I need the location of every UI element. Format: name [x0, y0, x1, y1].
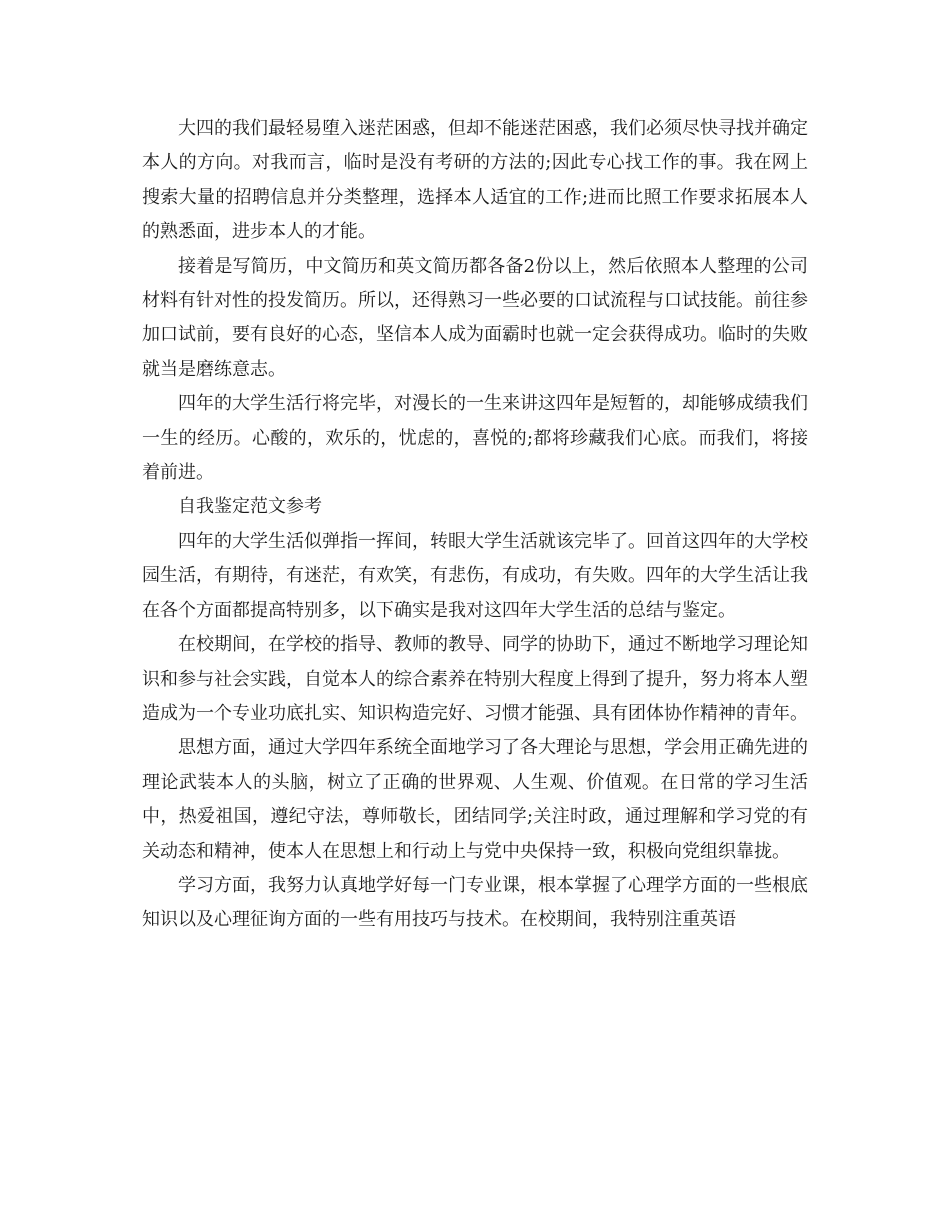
- paragraph-resume: 接着是写简历，中文简历和英文简历都各备2份以上，然后依照本人整理的公司材料有针对性的投发简历。所以，还得熟习一些必要的口试流程与口试技能。前往参加口试前，要有良好的心态，坚信本人成为面霸时也就一定会获得成功。临时的失败就当是磨练意志。: [142, 255, 808, 380]
- section-heading: 自我鉴定范文参考: [178, 496, 322, 518]
- document-page: [142, 112, 808, 938]
- paragraph-four-years: 四年的大学生活行将完毕，对漫长的一生来讲这四年是短暂的，却能够成绩我们一生的经历。心酸的，欢乐的，忧虑的，喜悦的;都将珍藏我们心底。而我们，将接着前进。: [142, 393, 808, 484]
- paragraph-job-search: 大四的我们最轻易堕入迷茫困惑，但却不能迷茫困惑，我们必须尽快寻找并确定本人的方向。对我而言，临时是没有考研的方法的;因此专心找工作的事。我在网上搜索大量的招聘信息并分类整理，选择本人适宜的工作;进而比照工作要求拓展本人的熟悉面，进步本人的才能。: [142, 118, 808, 243]
- paragraph-school-period: 在校期间，在学校的指导、教师的教导、同学的协助下，通过不断地学习理论知识和参与社会实践，自觉本人的综合素养在特别大程度上得到了提升，努力将本人塑造成为一个专业功底扎实、知识构造完好、习惯才能强、具有团体协作精神的青年。: [142, 634, 808, 724]
- paragraph-college-life: 四年的大学生活似弹指一挥间，转眼大学生活就该完毕了。回首这四年的大学校园生活，有期待，有迷茫，有欢笑，有悲伤，有成功，有失败。四年的大学生活让我在各个方面都提高特别多，以下确实是我对这四年大学生活的总结与鉴定。: [142, 530, 808, 621]
- paragraph-ideology: 思想方面，通过大学四年系统全面地学习了各大理论与思想，学会用正确先进的理论武装本人的头脑，树立了正确的世界观、人生观、价值观。在日常的学习生活中，热爱祖国，遵纪守法，尊师敬长，团结同学;关注时政，通过理解和学习党的有关动态和精神，使本人在思想上和行动上与党中央保持一致，积极向党组织靠拢。: [142, 737, 808, 862]
- paragraph-study: 学习方面，我努力认真地学好每一门专业课，根本掌握了心理学方面的一些根底知识以及心理征询方面的一些有用技巧与技术。在校期间，我特别注重英语: [142, 874, 808, 931]
